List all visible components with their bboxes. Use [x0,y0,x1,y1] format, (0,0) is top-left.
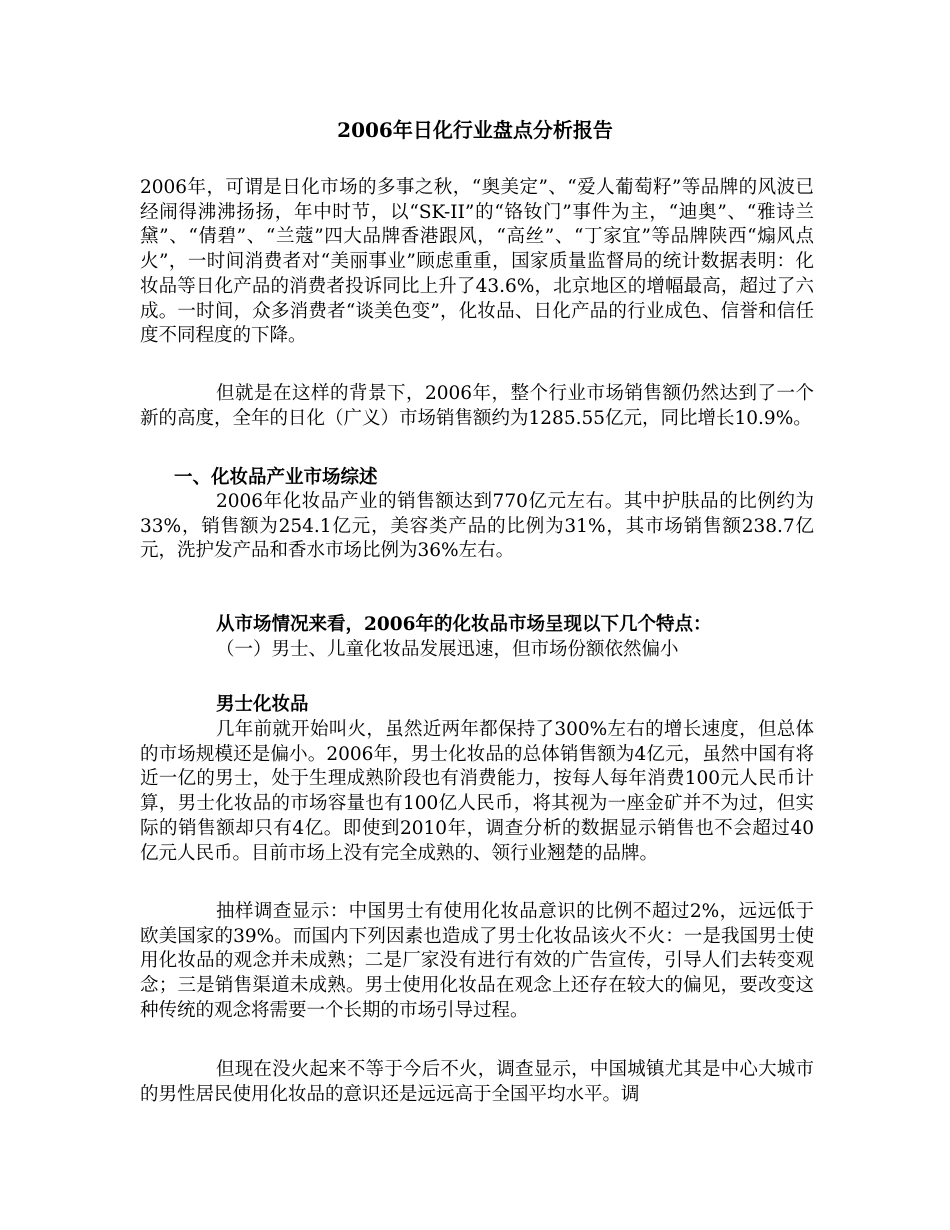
survey-paragraph: 抽样调查显示：中国男士有使用化妆品意识的比例不超过2%，远远低于欧美国家的39%。而国内下列因素也造成了男士化妆品该火不火：一是我国男士使用化妆品的观念并未成熟；二是厂家没有进行有效的广告宣传，引导人们去转变观念；三是销售渠道未成熟。男士使用化妆品在观念上还存在较大的偏见，要改变这种传统的观念将需要一个长期的市场引导过程。 [140,901,814,1021]
feature-one-heading: （一）男士、儿童化妆品发展迅速，但市场份额依然偏小 [216,639,679,660]
mens-cosmetics-paragraph: 几年前就开始叫火，虽然近两年都保持了300%左右的增长速度，但总体的市场规模还是偏小。2006年，男士化妆品的总体销售额为4亿元，虽然中国有将近一亿的男士，处于生理成熟阶段也有消费能力，按每人每年消费100元人民币计算，男士化妆品的市场容量也有100亿人民币，将其视为一座金矿并不为过，但实际的销售额却只有4亿。即使到2010年，调查分析的数据显示销售也不会超过40亿元人民币。目前市场上没有完全成熟的、领行业翘楚的品牌。 [140,719,814,864]
section-heading-cosmetics-overview: 一、化妆品产业市场综述 [174,467,378,488]
intro-paragraph: 2006年，可谓是日化市场的多事之秋，“奥美定”、“爱人葡萄籽”等品牌的风波已经闹得沸沸扬扬，年中时节，以“SK-II”的“铬钕门”事件为主，“迪奥”、“雅诗兰黛”、“倩碧”、“兰蔻”四大品牌香港跟风，“高丝”、“丁家宜”等品牌陕西“煽风点火”，一时间消费者对“美丽事业”顾虑重重，国家质量监督局的统计数据表明：化妆品等日化产品的消费者投诉同比上升了43.6%，北京地区的增幅最高，超过了六成。一时间，众多消费者“谈美色变”，化妆品、日化产品的行业成色、信誉和信任度不同程度的下降。 [140,177,814,347]
document-title: 2006年日化行业盘点分析报告 [337,118,613,142]
mens-cosmetics-heading: 男士化妆品 [216,694,309,715]
cosmetics-sales-paragraph: 2006年化妆品产业的销售额达到770亿元左右。其中护肤品的比例约为33%，销售额为254.1亿元，美容类产品的比例为31%，其市场销售额238.7亿元，洗护发产品和香水市场比例为36%左右。 [140,491,814,562]
urban-trend-paragraph: 但现在没火起来不等于今后不火，调查显示，中国城镇尤其是中心大城市的男性居民使用化妆品的意识还是远远高于全国平均水平。调 [140,1059,814,1105]
market-features-heading: 从市场情况来看，2006年的化妆品市场呈现以下几个特点： [216,614,712,635]
market-total-paragraph: 但就是在这样的背景下，2006年，整个行业市场销售额仍然达到了一个新的高度，全年的日化（广义）市场销售额约为1285.55亿元，同比增长10.9%。 [140,383,814,429]
